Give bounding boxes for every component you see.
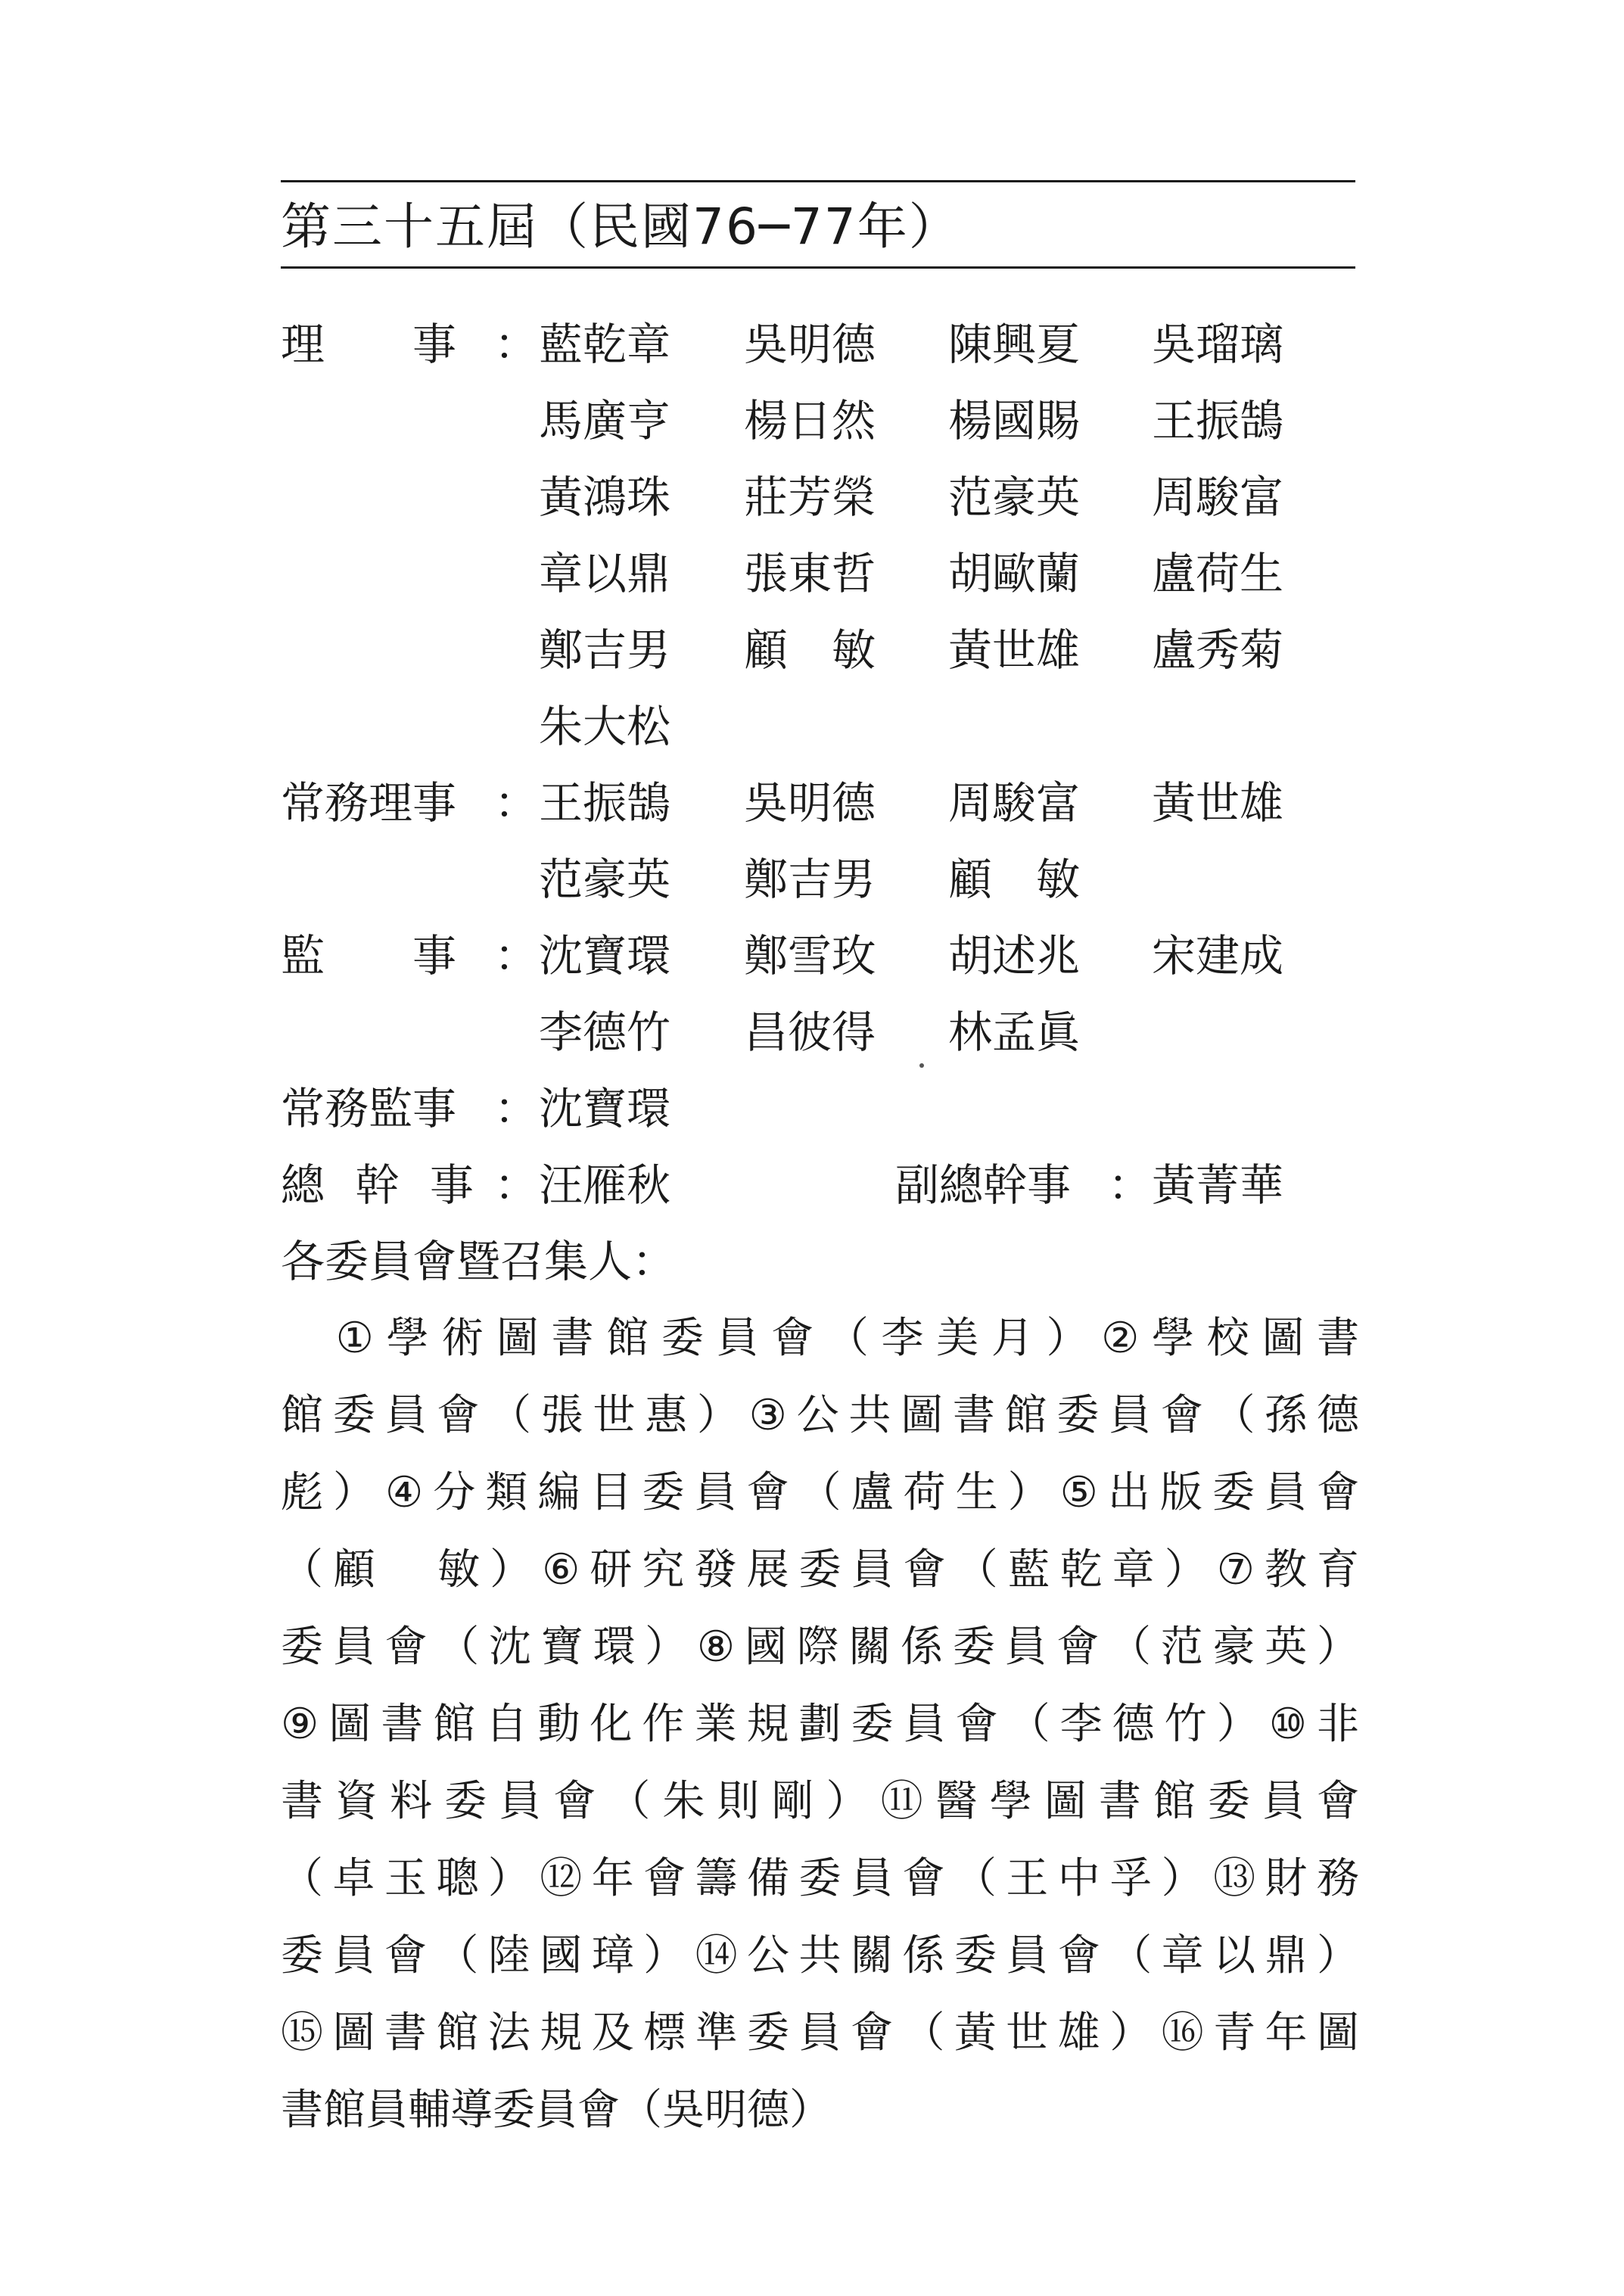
standing-director-name: 鄭吉男: [744, 854, 876, 905]
director-name: 黃鴻珠: [539, 471, 671, 523]
supervisor-name: 宋建成: [1152, 930, 1284, 982]
supervisor-name: 李德竹: [539, 1006, 671, 1058]
director-name: 楊日然: [744, 395, 876, 446]
supervisor-name: 胡述兆: [948, 930, 1081, 982]
committees-line: 館委員會（張世惠）③公共圖書館委員會（孫德: [281, 1391, 1359, 1440]
page-title: 第三十五屆（民國76─77年）: [281, 198, 960, 256]
committees-line: 委員會（沈寶環）⑧國際關係委員會（范豪英）: [281, 1622, 1359, 1672]
committees-line: ⑮圖書館法規及標準委員會（黃世雄）⑯青年圖: [281, 2008, 1359, 2058]
director-name: 朱大松: [539, 701, 671, 752]
director-name: 盧秀菊: [1152, 624, 1284, 676]
standing-director-name: 吳明德: [744, 777, 876, 829]
standing-directors-label: 常務理事: [281, 777, 457, 829]
director-name: 張東哲: [744, 548, 876, 599]
secretary-general-label: 總 幹 事: [281, 1159, 474, 1211]
standing-director-name: 顧 敏: [948, 854, 1081, 905]
director-name: 王振鵠: [1152, 395, 1284, 446]
stray-ink-dot: [919, 1063, 924, 1068]
director-name: 周駿富: [1152, 471, 1284, 523]
director-name: 陳興夏: [948, 319, 1081, 370]
supervisor-name: 沈寶環: [539, 930, 671, 982]
director-name: 鄭吉男: [539, 624, 671, 676]
committees-line: ⑨圖書館自動化作業規劃委員會（李德竹）⑩非: [281, 1700, 1359, 1749]
director-name: 楊國賜: [948, 395, 1081, 446]
colon: ：: [1107, 1159, 1152, 1211]
standing-supervisor-label: 常務監事: [281, 1083, 457, 1134]
committees-line: 書資料委員會（朱則剛）⑪醫學圖書館委員會: [281, 1777, 1359, 1826]
colon: ：: [493, 319, 538, 370]
committees-line: ①學術圖書館委員會（李美月）②學校圖書: [281, 1314, 1359, 1363]
title-top-rule: [281, 180, 1355, 182]
standing-director-name: 周駿富: [948, 777, 1081, 829]
supervisor-name: 昌彼得: [744, 1006, 876, 1058]
colon: ：: [493, 1083, 538, 1134]
director-name: 黃世雄: [948, 624, 1081, 676]
colon: ：: [493, 777, 538, 829]
committees-heading: 各委員會暨召集人：: [281, 1236, 677, 1287]
director-name: 盧荷生: [1152, 548, 1284, 599]
standing-director-name: 黃世雄: [1152, 777, 1284, 829]
colon: ：: [493, 930, 538, 982]
deputy-secretary-general-label: 副總幹事: [895, 1159, 1072, 1211]
director-name: 吳瑠璃: [1152, 319, 1284, 370]
committees-line: 彪）④分類編目委員會（盧荷生）⑤出版委員會: [281, 1468, 1359, 1517]
director-name: 胡歐蘭: [948, 548, 1081, 599]
director-name: 吳明德: [744, 319, 876, 370]
committees-line: （顧 敏）⑥研究發展委員會（藍乾章）⑦教育: [281, 1545, 1359, 1594]
directors-label: 理 事: [281, 319, 457, 370]
standing-director-name: 范豪英: [539, 854, 671, 905]
director-name: 顧 敏: [744, 624, 876, 676]
standing-director-name: 王振鵠: [539, 777, 671, 829]
committees-line: 委員會（陸國璋）⑭公共關係委員會（章以鼎）: [281, 1931, 1359, 1980]
secretary-general-name: 汪雁秋: [539, 1159, 671, 1211]
title-bottom-rule: [281, 266, 1355, 269]
committees-line: （卓玉聰）⑫年會籌備委員會（王中孚）⑬財務: [281, 1854, 1359, 1903]
director-name: 章以鼎: [539, 548, 671, 599]
director-name: 莊芳榮: [744, 471, 876, 523]
colon: ：: [493, 1159, 538, 1211]
director-name: 馬廣亨: [539, 395, 671, 446]
director-name: 藍乾章: [539, 319, 671, 370]
supervisor-name: 林孟眞: [948, 1006, 1081, 1058]
supervisors-label: 監 事: [281, 930, 457, 982]
deputy-secretary-general-name: 黃菁華: [1152, 1159, 1284, 1211]
committees-line: 書館員輔導委員會（吳明德）: [281, 2086, 832, 2135]
supervisor-name: 鄭雪玫: [744, 930, 876, 982]
director-name: 范豪英: [948, 471, 1081, 523]
committees-paragraph: [281, 1300, 1359, 2149]
standing-supervisor-name: 沈寶環: [539, 1083, 671, 1134]
